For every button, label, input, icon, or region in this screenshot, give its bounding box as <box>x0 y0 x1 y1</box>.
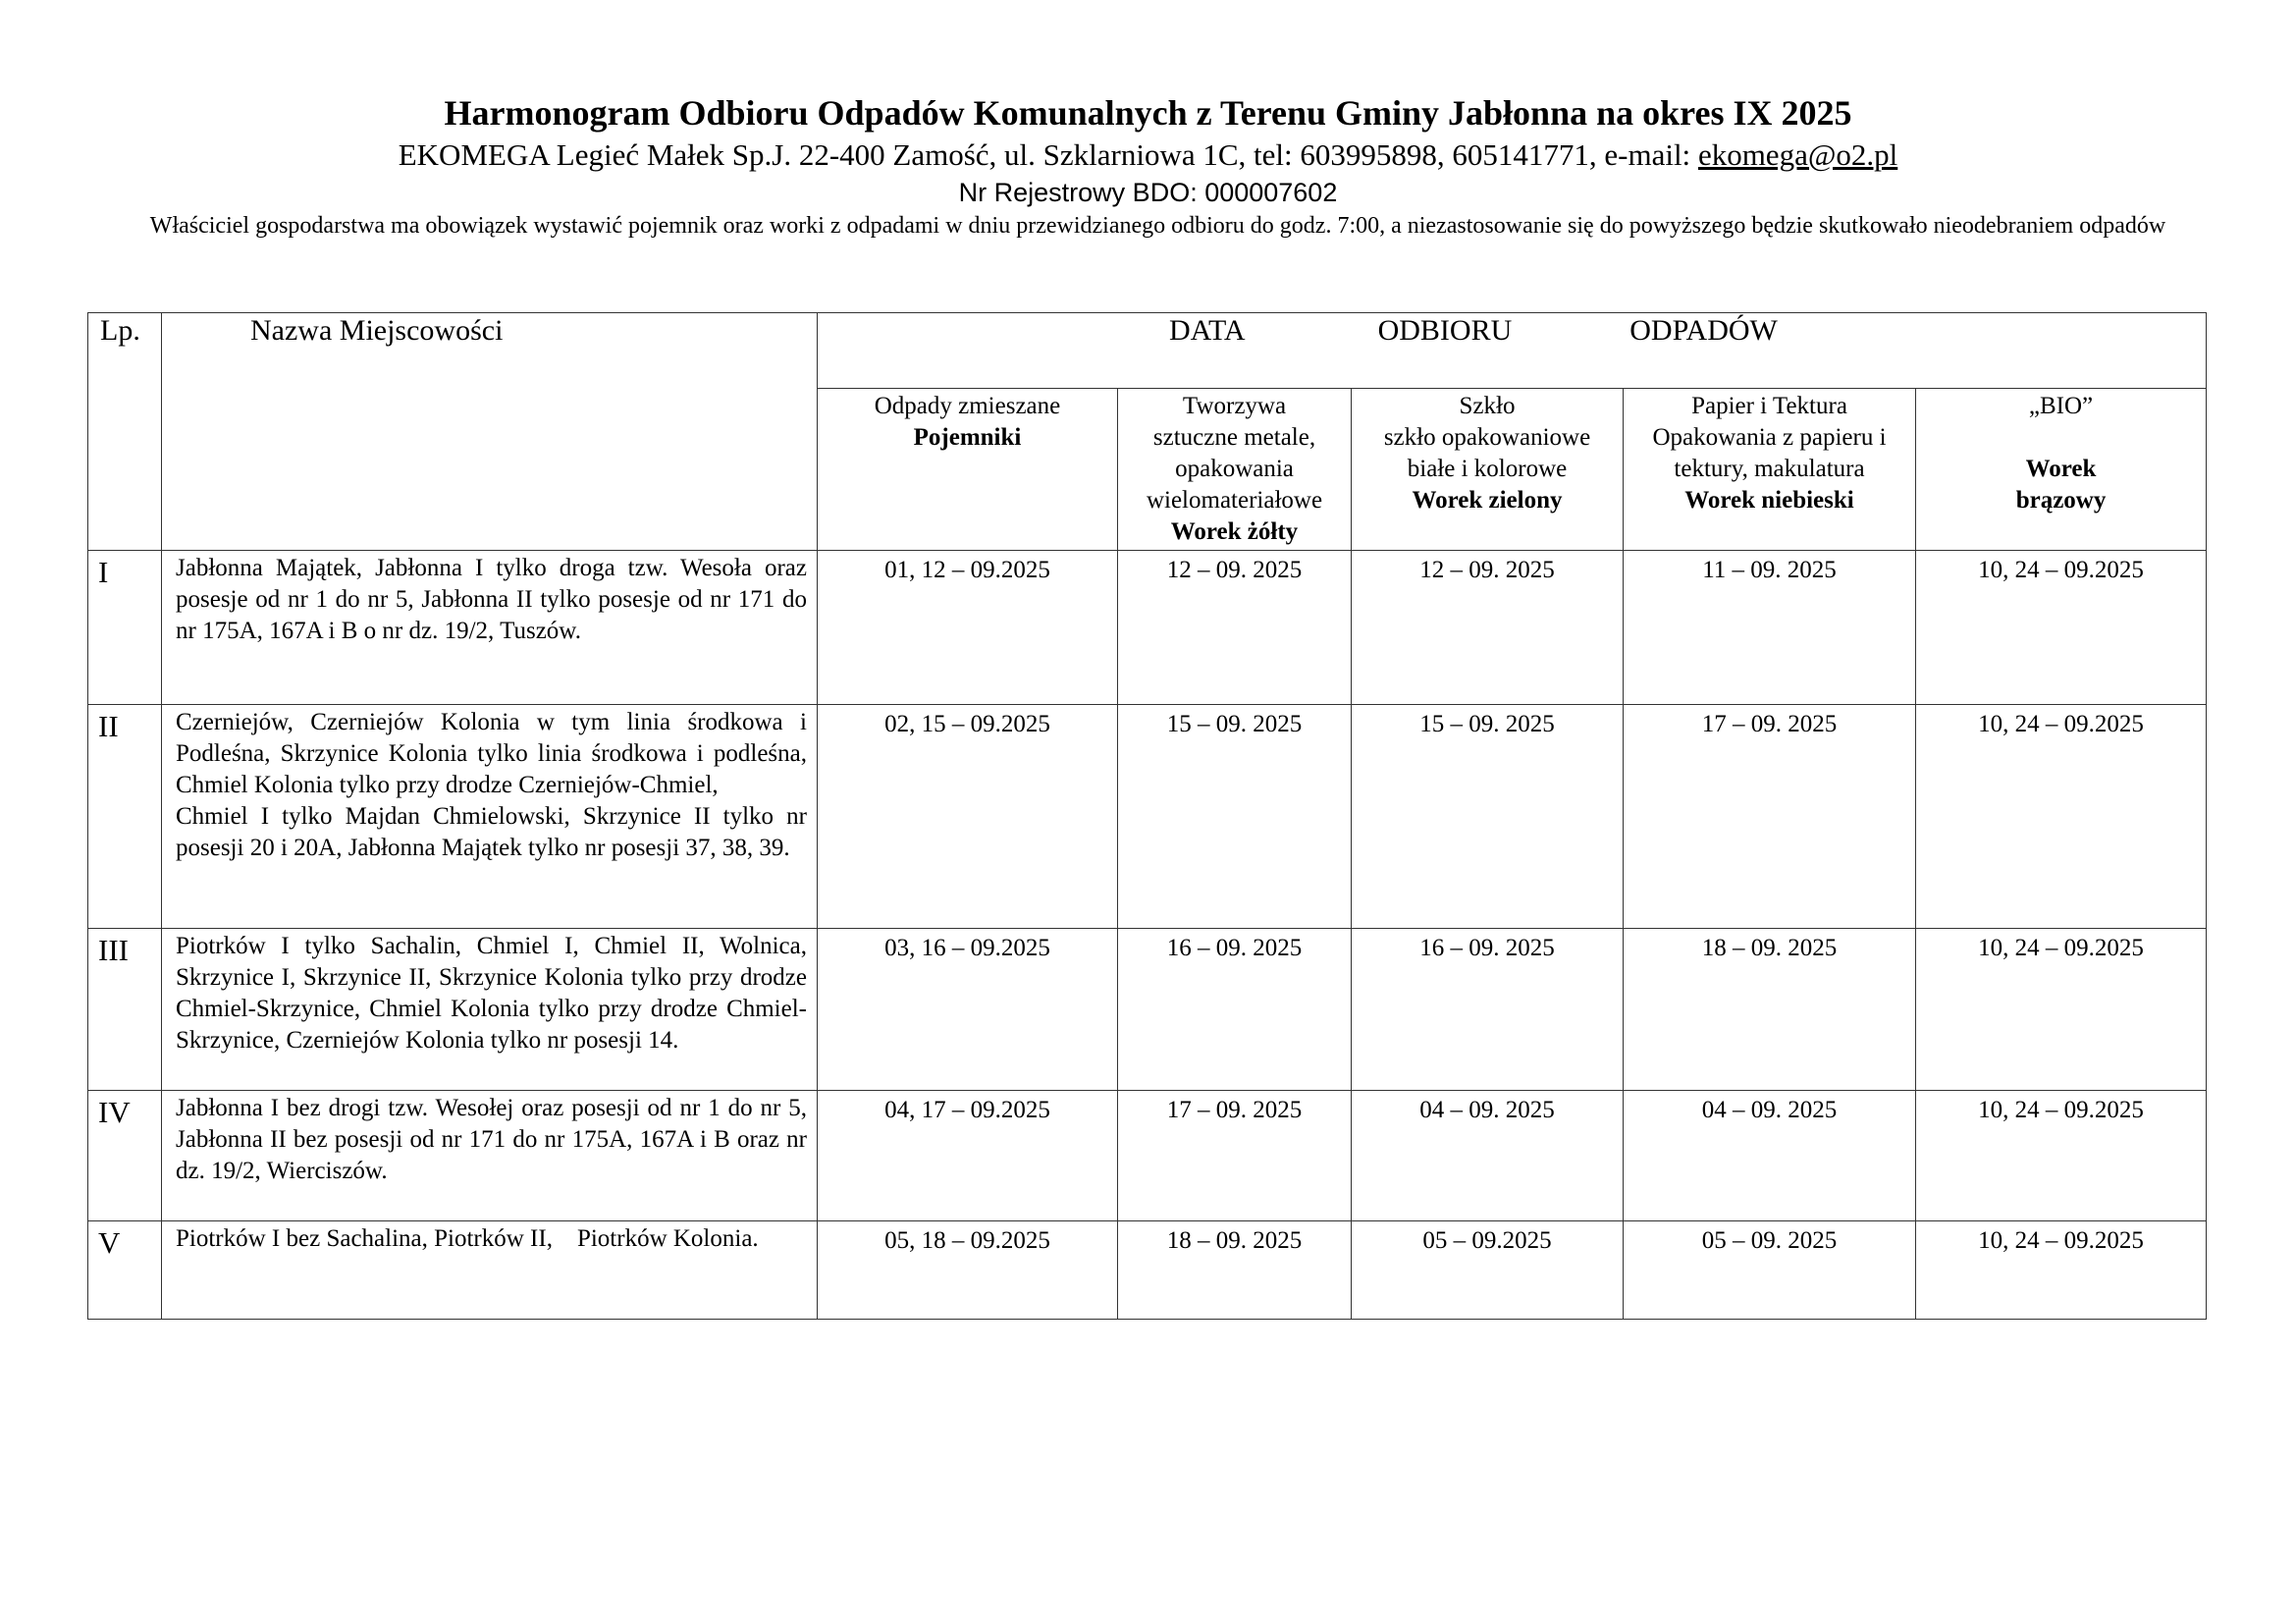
date-bio: 10, 24 – 09.2025 <box>1916 1221 2207 1320</box>
row-locations: Jabłonna I bez drogi tzw. Wesołej oraz posesji od nr 1 do nr 5, Jabłonna II bez posesji od nr 171 do nr 175A, 167A i B oraz nr dz. 19/2, Wierciszów. <box>162 1091 818 1221</box>
row-lp: V <box>88 1221 162 1320</box>
subheader-text: opakowania <box>1175 456 1294 482</box>
date-paper: 17 – 09. 2025 <box>1624 705 1916 929</box>
subheader-text: „BIO” <box>2028 393 2094 419</box>
document-header <box>0 90 2296 243</box>
subheader-text: sztuczne metale, <box>1152 424 1316 451</box>
company-details: EKOMEGA Legieć Małek Sp.J. 22-400 Zamość, ul. Szklarniowa 1C, tel: 603995898, 605141771, e-mail: <box>398 137 1698 172</box>
date-plastics: 18 – 09. 2025 <box>1118 1221 1352 1320</box>
date-plastics: 17 – 09. 2025 <box>1118 1091 1352 1221</box>
bdo-number: Nr Rejestrowy BDO: 000007602 <box>958 178 1338 207</box>
date-glass: 15 – 09. 2025 <box>1352 705 1624 929</box>
subheader-text: Odpady zmieszane <box>874 393 1061 419</box>
subheader-text: szkło opakowaniowe <box>1383 424 1591 451</box>
date-paper: 05 – 09. 2025 <box>1624 1221 1916 1320</box>
date-mixed: 04, 17 – 09.2025 <box>818 1091 1118 1221</box>
table-header-row <box>88 313 2207 389</box>
table-row <box>88 1091 2207 1221</box>
row-lp: I <box>88 551 162 705</box>
date-mixed: 05, 18 – 09.2025 <box>818 1221 1118 1320</box>
subheader-container-type: Worek brązowy <box>2015 456 2107 514</box>
date-mixed: 03, 16 – 09.2025 <box>818 929 1118 1091</box>
subheader-container-type: Worek niebieski <box>1684 487 1854 514</box>
table-row <box>88 1221 2207 1320</box>
subheader-text: Szkło <box>1459 393 1516 419</box>
table-row <box>88 705 2207 929</box>
header-word-odpadow: ODPADÓW <box>1629 314 1778 347</box>
notice-text: Właściciel gospodarstwa ma obowiązek wystawić pojemnik oraz worki z odpadami w dniu przewidzianego odbioru do godz. 7:00, a niezastosowanie się do powyższego będzie skutkowało nieodebraniem odpadów <box>149 213 2166 239</box>
subheader-bio <box>1916 389 2207 551</box>
date-glass: 12 – 09. 2025 <box>1352 551 1624 705</box>
email-link[interactable]: ekomega@o2.pl <box>1697 137 1898 172</box>
date-bio: 10, 24 – 09.2025 <box>1916 551 2207 705</box>
date-mixed: 01, 12 – 09.2025 <box>818 551 1118 705</box>
row-lp: II <box>88 705 162 929</box>
row-locations: Jabłonna Majątek, Jabłonna I tylko droga tzw. Wesoła oraz posesje od nr 1 do nr 5, Jabłonna II tylko posesje od nr 171 do nr 175A, 167A i B o nr dz. 19/2, Tuszów. <box>162 551 818 705</box>
subheader-text: Opakowania z papieru i <box>1652 424 1887 451</box>
subheader-container-type: Worek żółty <box>1170 518 1299 545</box>
header-word-odbioru: ODBIORU <box>1377 314 1513 347</box>
date-paper: 11 – 09. 2025 <box>1624 551 1916 705</box>
subheader-container-type: Pojemniki <box>913 424 1022 451</box>
date-bio: 10, 24 – 09.2025 <box>1916 929 2207 1091</box>
header-collection-date <box>818 313 2207 389</box>
date-plastics: 16 – 09. 2025 <box>1118 929 1352 1091</box>
date-paper: 04 – 09. 2025 <box>1624 1091 1916 1221</box>
subheader-paper <box>1624 389 1916 551</box>
date-paper: 18 – 09. 2025 <box>1624 929 1916 1091</box>
schedule-table <box>87 312 2207 1320</box>
subheader-text: wielomateriałowe <box>1146 487 1323 514</box>
date-mixed: 02, 15 – 09.2025 <box>818 705 1118 929</box>
row-lp: III <box>88 929 162 1091</box>
page-title: Harmonogram Odbioru Odpadów Komunalnych z Terenu Gminy Jabłonna na okres IX 2025 <box>444 93 1852 133</box>
subheader-container-type: Worek zielony <box>1412 487 1563 514</box>
date-glass: 05 – 09.2025 <box>1352 1221 1624 1320</box>
header-lp: Lp. <box>88 313 162 551</box>
date-glass: 16 – 09. 2025 <box>1352 929 1624 1091</box>
row-lp: IV <box>88 1091 162 1221</box>
row-locations: Czerniejów, Czerniejów Kolonia w tym linia środkowa i Podleśna, Skrzynice Kolonia tylko linia środkowa i podleśna, Chmiel Kolonia tylko przy drodze Czerniejów-Chmiel, Chmiel I tylko Majdan Chmielowski, Skrzynice II tylko nr posesji 20 i 20A, Jabłonna Majątek tylko nr posesji 37, 38, 39. <box>162 705 818 929</box>
date-glass: 04 – 09. 2025 <box>1352 1091 1624 1221</box>
row-locations: Piotrków I bez Sachalina, Piotrków II, Piotrków Kolonia. <box>162 1221 818 1320</box>
date-plastics: 12 – 09. 2025 <box>1118 551 1352 705</box>
date-bio: 10, 24 – 09.2025 <box>1916 1091 2207 1221</box>
date-plastics: 15 – 09. 2025 <box>1118 705 1352 929</box>
header-location-name: Nazwa Miejscowości <box>162 313 818 551</box>
subheader-text: białe i kolorowe <box>1407 456 1568 482</box>
header-word-data: DATA <box>1169 314 1246 347</box>
subheader-glass <box>1352 389 1624 551</box>
subheader-spacer <box>2057 424 2063 451</box>
date-bio: 10, 24 – 09.2025 <box>1916 705 2207 929</box>
subheader-text: tektury, makulatura <box>1674 456 1865 482</box>
subheader-mixed-waste <box>818 389 1118 551</box>
subheader-text: Tworzywa <box>1182 393 1287 419</box>
table-row <box>88 929 2207 1091</box>
subheader-plastics <box>1118 389 1352 551</box>
company-info <box>0 135 2296 175</box>
subheader-text: Papier i Tektura <box>1691 393 1847 419</box>
row-locations: Piotrków I tylko Sachalin, Chmiel I, Chmiel II, Wolnica, Skrzynice I, Skrzynice II, Skrzynice Kolonia tylko przy drodze Chmiel-Skrzynice, Chmiel Kolonia tylko przy drodze Chmiel-Skrzynice, Czerniejów Kolonia tylko nr posesji 14. <box>162 929 818 1091</box>
table-row <box>88 551 2207 705</box>
